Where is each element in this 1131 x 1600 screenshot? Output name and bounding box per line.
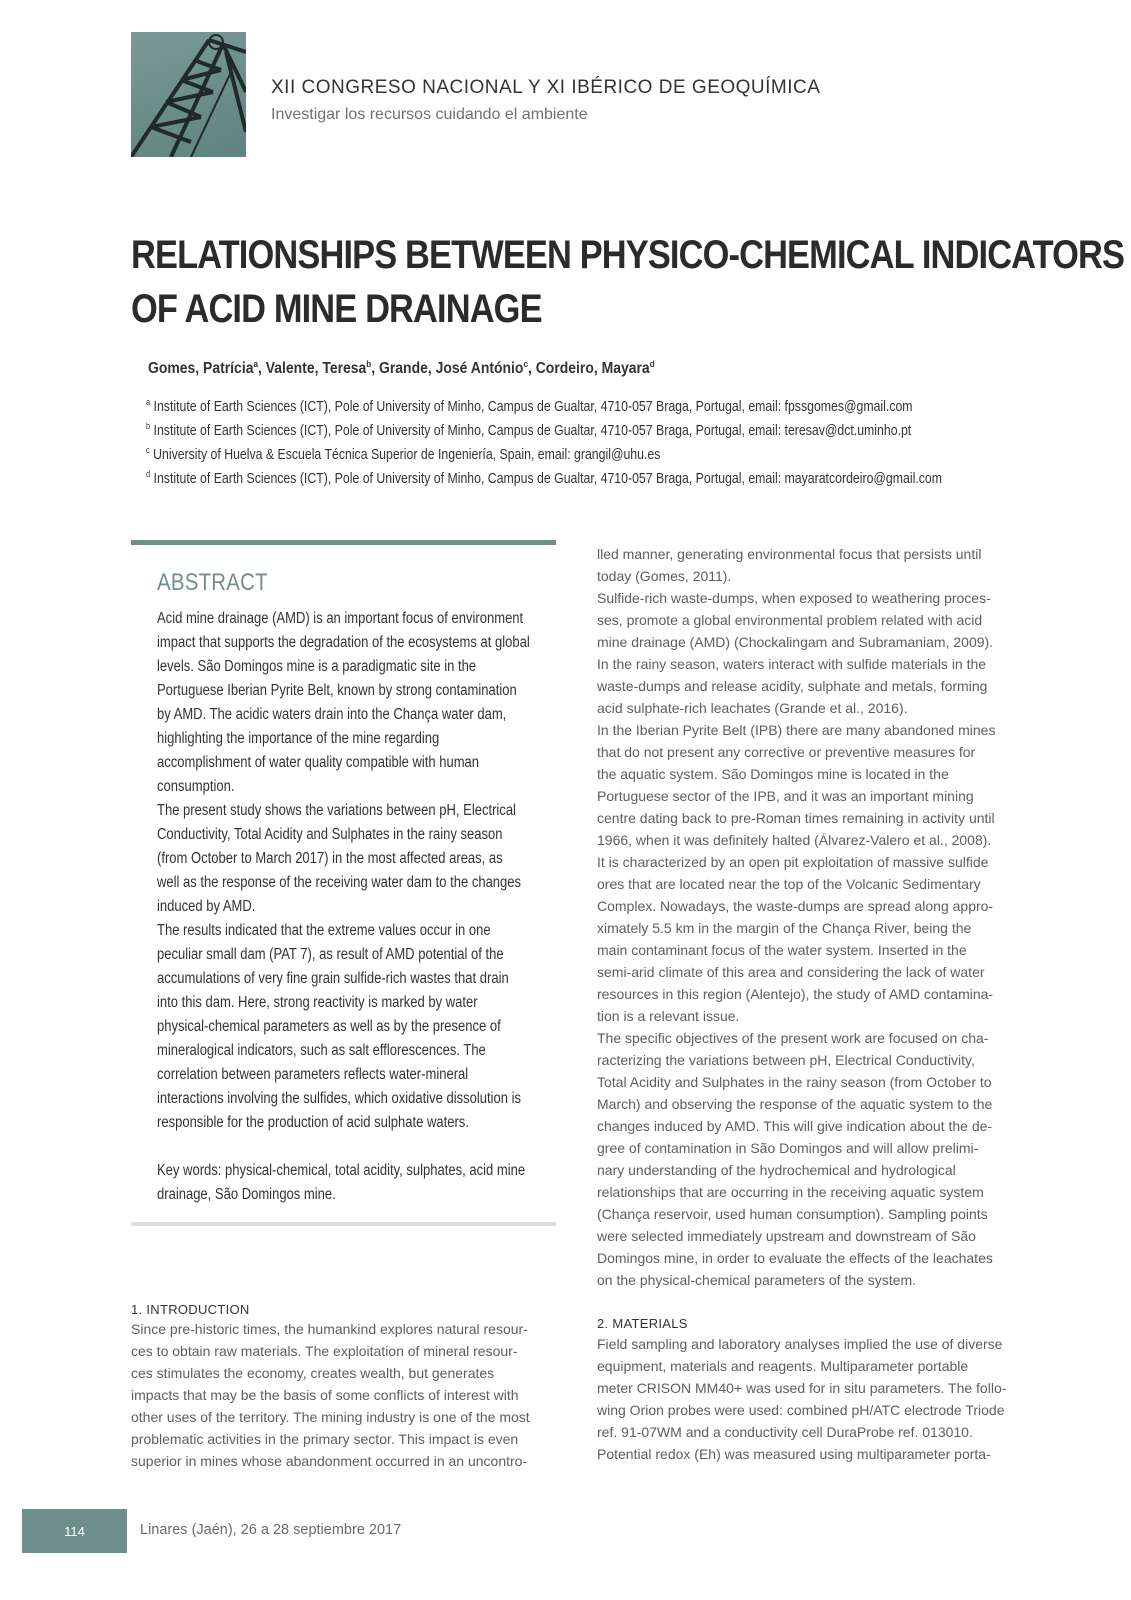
affiliation-item: $^b$ Institute of Earth Sciences (ICT), Pole of University of Minho, Campus de Gualtar, 4710-057 Braga, Portugal, email: teresav@dct.uminho.pt	[146, 421, 912, 439]
page-number-box	[22, 1509, 127, 1553]
abstract-keywords: Key words: physical-chemical, total acidity, sulphates, acid mine drainage, São Domingos mine.	[157, 1162, 526, 1203]
introduction-text	[131, 1318, 561, 1472]
affiliation-list	[146, 395, 1048, 491]
right-column-text	[597, 543, 1027, 1291]
affiliation-item: $^c$ University of Huelva & Escuela Técnica Superior de Ingeniería, Spain, email: grangil@uhu.es	[146, 445, 661, 463]
author-affil-mark: b	[366, 358, 372, 369]
body-paragraph: In the Iberian Pyrite Belt (IPB) there are many abandoned mines that do not present any corrective or preventive measures for the aquatic system. São Domingos mine is located in the Portuguese sector of the IPB, and it was an important mining centre dating back to pre-Roman times remaining in activity until 1966, when it was definitely halted (Álvarez-Valero et al., 2008). It is characterized by an open pit exploitation of massive sulfide ores that are located near the top of the Volcanic Sedimentary Complex. Nowadays, the waste-dumps are spread along appro- ximately 5.5 km in the margin of the Chança River, being the main contaminant focus of the water system. Inserted in the semi-arid climate of this area and considering the lack of water resources in this region (Alentejo), the study of AMD contamina- tion is a relevant issue.	[597, 722, 996, 1024]
author-name: Grande, José António	[379, 360, 524, 377]
paper-title-line-1: RELATIONSHIPS BETWEEN PHYSICO-CHEMICAL INDICATORS	[131, 233, 1125, 277]
body-paragraph: Field sampling and laboratory analyses implied the use of diverse equipment, materials and reagents. Multiparameter portable meter CRISON MM40+ was used for in situ parameters. The follo- wing Orion probes were used: combined pH/ATC electrode Triode ref. 91-07WM and a conductivity cell DuraProbe ref. 013010. Potential redox (Eh) was measured using multiparameter porta-	[597, 1336, 1007, 1462]
author-affil-mark: d	[649, 358, 655, 369]
abstract-paragraph: The present study shows the variations between pH, Electrical Conductivity, Total Acidity and Sulphates in the rainy season (from October to March 2017) in the most affected areas, as well as the response of the receiving water dam to the changes induced by AMD.	[157, 802, 522, 915]
author-affil-mark: c	[523, 358, 528, 369]
author-name: Valente, Teresa	[265, 360, 367, 377]
body-paragraph: Sulfide-rich waste-dumps, when exposed to weathering proces- ses, promote a global environmental problem related with acid mine drainage (AMD) (Chockalingam and Subramaniam, 2009). In the rainy season, waters interact with sulfide materials in the waste-dumps and release acidity, sulphate and metals, forming acid sulphate-rich leachates (Grande et al., 2016).	[597, 590, 994, 716]
materials-text	[597, 1333, 1027, 1465]
body-paragraph: lled manner, generating environmental focus that persists until today (Gomes, 2011).	[597, 546, 982, 584]
materials-heading: 2. MATERIALS	[597, 1316, 688, 1331]
paper-title-line-2: OF ACID MINE DRAINAGE	[131, 287, 542, 331]
abstract-box	[131, 540, 556, 1226]
abstract-body	[157, 607, 535, 1207]
author-affil-mark: a	[253, 358, 258, 369]
author-list: Gomes, Patrícia$^a$, Valente, Teresa$^b$, Grande, José António$^c$, Cordeiro, Mayara$^d$	[148, 358, 655, 377]
author-name: Gomes, Patrícia	[148, 360, 254, 377]
affiliation-item: $^d$ Institute of Earth Sciences (ICT), Pole of University of Minho, Campus de Gualtar, 4710-057 Braga, Portugal, email: mayaratcordeiro@gmail.com	[146, 469, 942, 487]
abstract-paragraph: The results indicated that the extreme values occur in one peculiar small dam (PAT 7), as result of AMD potential of the accumulations of very fine grain sulfide-rich wastes that drain into this dam. Here, strong reactivity is marked by water physical-chemical parameters as well as by the presence of mineralogical indicators, such as salt efflorescences. The correlation between parameters reflects water-mineral interactions involving the sulfides, which oxidative dissolution is responsible for the production of acid sulphate waters.	[157, 922, 522, 1131]
introduction-heading: 1. INTRODUCTION	[131, 1302, 250, 1317]
abstract-paragraph: Acid mine drainage (AMD) is an important focus of environment impact that supports the degradation of the ecosystems at global levels. São Domingos mine is a paradigmatic site in the Portuguese Iberian Pyrite Belt, known by strong contamination by AMD. The acidic waters drain into the Chança water dam, highlighting the importance of the mine regarding accomplishment of water quality compatible with human consumption.	[157, 610, 530, 795]
affiliation-item: $^a$ Institute of Earth Sciences (ICT), Pole of University of Minho, Campus de Gualtar, 4710-057 Braga, Portugal, email: fpssgomes@gmail.com	[146, 397, 913, 415]
abstract-heading: ABSTRACT	[157, 569, 268, 596]
conference-title: XII CONGRESO NACIONAL Y XI IBÉRICO DE GEOQUÍMICA	[271, 77, 821, 98]
page-number: 114	[64, 1523, 85, 1539]
body-paragraph: Since pre-historic times, the humankind explores natural resour- ces to obtain raw materials. The exploitation of mineral resour- ces stimulates the economy, creates wealth, but generates impacts that may be the basis of some conflicts of interest with other uses of the territory. The mining industry is one of the most problematic activities in the primary sector. This impact is even superior in mines whose abandonment occurred in an uncontro-	[131, 1321, 530, 1469]
footer-location-date: Linares (Jaén), 26 a 28 septiembre 2017	[140, 1522, 402, 1538]
headframe-logo	[131, 32, 246, 157]
author-name: Cordeiro, Mayara	[535, 360, 650, 377]
body-paragraph: The specific objectives of the present work are focused on cha- racterizing the variations between pH, Electrical Conductivity, Total Acidity and Sulphates in the rainy season (from October to March) and observing the response of the aquatic system to the changes induced by AMD. This will give indication about the de- gree of contamination in São Domingos and will allow prelimi- nary understanding of the hydrochemical and hydrological relationships that are occurring in the receiving aquatic system (Chança reservoir, used human consumption). Sampling points were selected immediately upstream and downstream of São Domingos mine, in order to evaluate the effects of the leachates on the physical-chemical parameters of the system.	[597, 1030, 993, 1288]
paper-title	[131, 228, 1125, 336]
conference-subtitle: Investigar los recursos cuidando el ambiente	[271, 106, 588, 123]
